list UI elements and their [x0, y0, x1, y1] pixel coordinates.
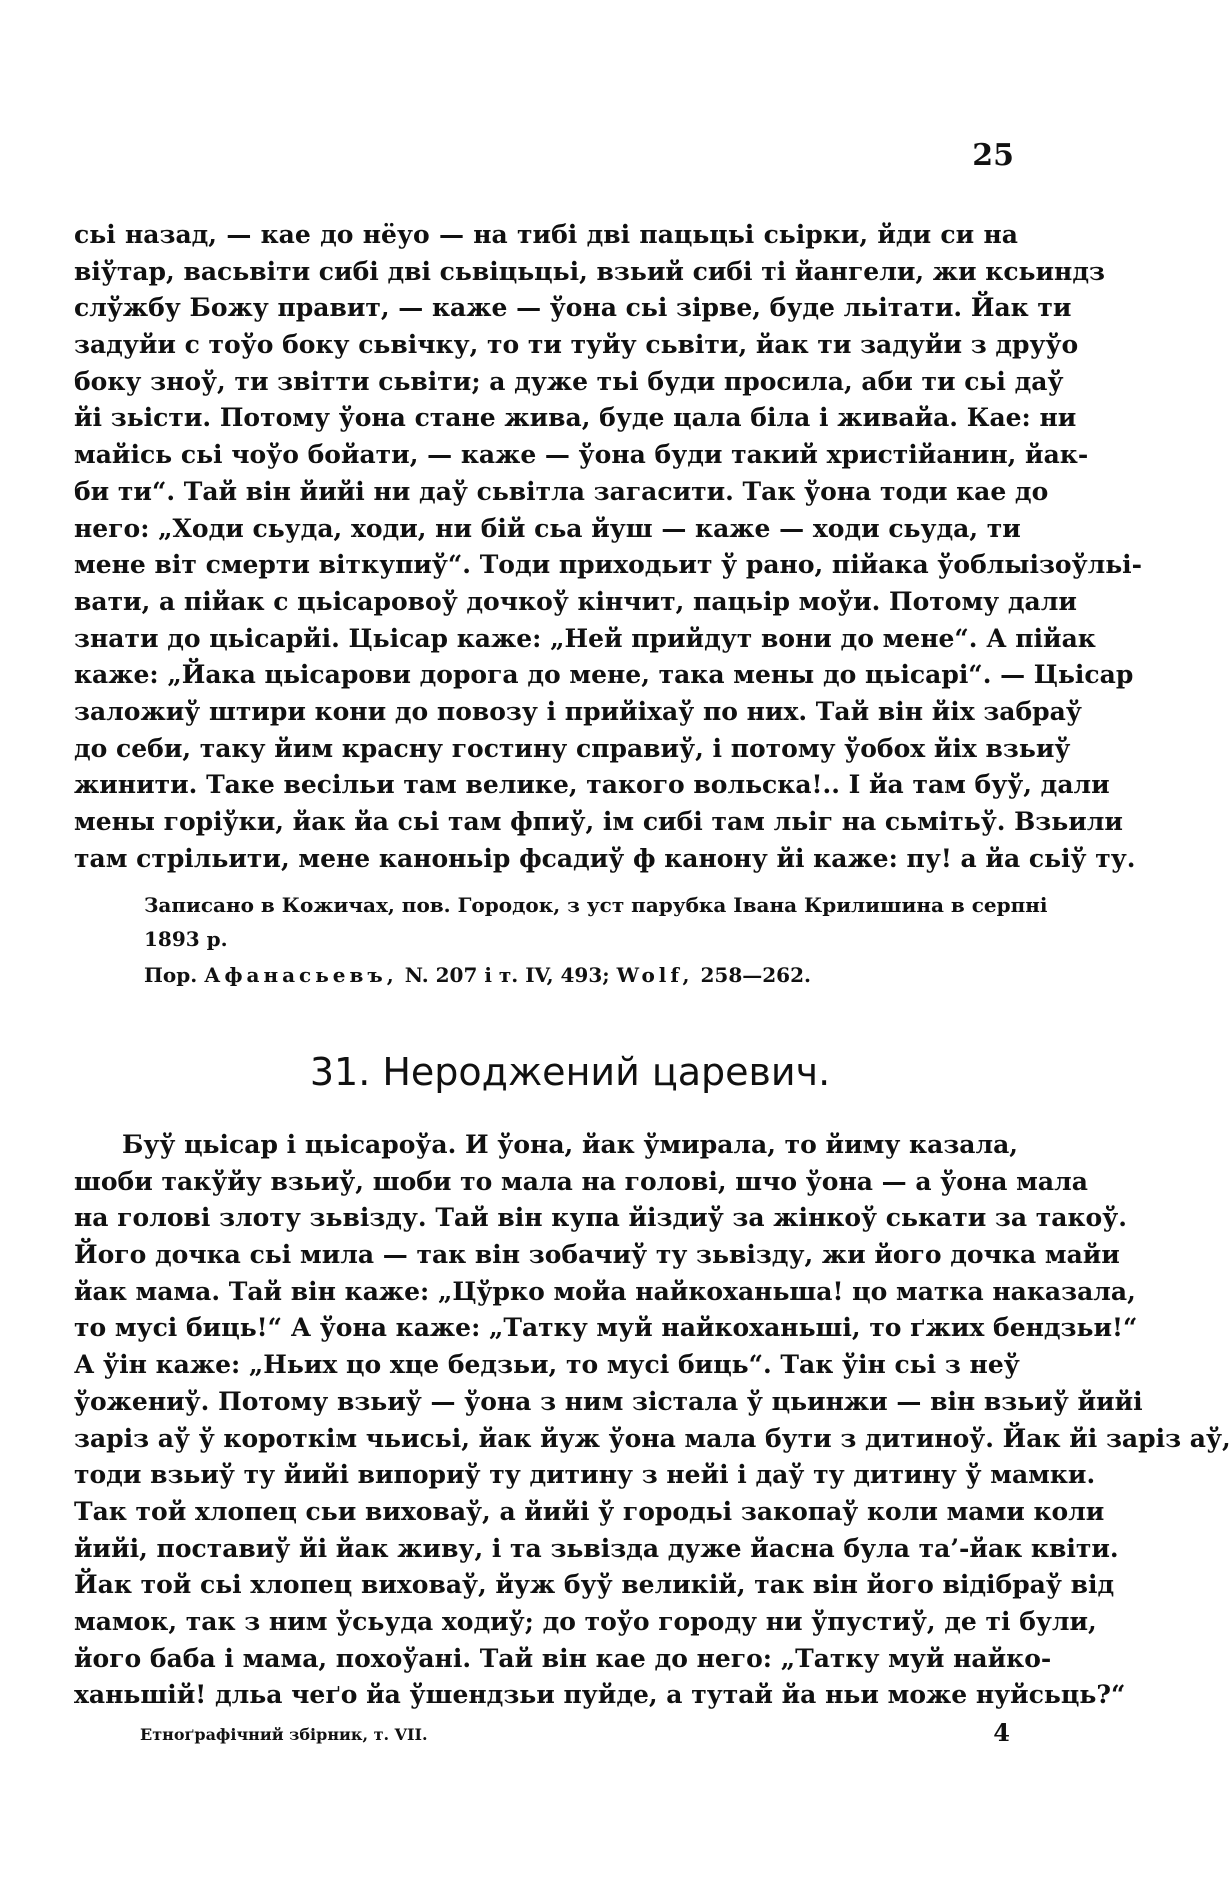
text-line: то мусі биць!“ А ўона каже: „Татку муй найкоханьші, то ґжих бендзьи!“ [74, 1313, 1138, 1343]
text-line: ўожениў. Потому взьиў — ўона з ним зістала ў цьинжи — він взьиў йийі [74, 1386, 1143, 1416]
text-line: заріз аў ў короткім чьисьі, йак йуж ўона мала бути з дитиноў. Йак йі заріз аў, [74, 1423, 1231, 1453]
text-line: слўжбу Божу правит, — каже — ўона сьі зірве, буде льітати. Йак ти [74, 293, 1072, 323]
text-line: шоби такўйу взьиў, шоби то мала на голові, шчо ўона — а ўона мала [74, 1166, 1088, 1196]
footer-title: Етноґрафічний збірник, т. VII. [140, 1725, 428, 1744]
text-line: знати до цьісарйі. Цьісар каже: „Ней прийдут вони до мене“. А пійак [74, 623, 1096, 653]
page-number: 25 [972, 138, 1014, 173]
text-line: ханьшій! дльа чеґо йа ўшендзьи пуйде, а тутай йа ньи може нуйсьць?“ [74, 1680, 1126, 1710]
text-line: майісь сьі чоўо бойати, — каже — ўона буди такий христійанин, йак- [74, 440, 1089, 470]
text-line: його баба і мама, похоўані. Тай він кае до него: „Татку муй найко- [74, 1643, 1052, 1673]
text-line: мене віт смерти віткупиў“. Тоди приходьит ў рано, пійака ўоблыізоўльі- [74, 550, 1143, 580]
comparison-note [144, 963, 811, 987]
text-line: йі зьісти. Потому ўона стане жива, буде цала біла і живайа. Кае: ни [74, 403, 1077, 433]
text-line: йак мама. Тай він каже: „Цўрко мойа найкоханьша! цо матка наказала, [74, 1276, 1136, 1306]
comparison-author-2: Wolf, [616, 963, 694, 987]
text-line: 1893 р. [144, 927, 228, 951]
text-line: віўтар, васьвіти сибі дві сьвіцьцьі, взьий сибі ті йангели, жи ксьиндз [74, 256, 1105, 286]
text-line: би ти“. Тай він йийі ни даў сьвітла загасити. Так ўона тоди кае до [74, 476, 1049, 506]
comparison-ref-2: 258—262. [700, 963, 811, 987]
text-line: сьі назад, — кае до нёуо — на тибі дві пацьцьі сьірки, йди си на [74, 220, 1018, 249]
text-line: задуйи с тоўо боку сьвічку, то ти туйу сьвіти, йак ти задуйи з друўо [74, 330, 1079, 360]
text-line: йийі, поставиў йі йак живу, і та зьвізда дуже йасна була та’-йак квіти. [74, 1533, 1119, 1563]
comparison-author: Афанасьевъ, [204, 963, 398, 987]
comparison-ref-1: N. 207 і т. IV, 493; [404, 963, 610, 987]
paragraph-1 [74, 217, 1143, 877]
text-line: жинити. Таке весільи там велике, такого вольска!.. І йа там буў, дали [74, 770, 1110, 800]
text-line: Записано в Кожичах, пов. Городок, з уст парубка Івана Крилишина в серпні [144, 893, 1048, 917]
text-line: до себи, таку йим красну гостину справиў, і потому ўобох йіх взьиў [74, 733, 1071, 763]
text-line: Йак той сьі хлопец виховаў, йуж буў великій, так він його відібраў від [74, 1570, 1115, 1600]
chapter-title: 31. Нероджений царевич. [309, 1050, 831, 1094]
text-line: Так той хлопец сьи виховаў, а йийі ў городьі закопаў коли мами коли [74, 1496, 1105, 1526]
source-note [144, 888, 1048, 956]
text-line: на голові злоту зьвізду. Тай він купа йіздиў за жінкоў ськати за такоў. [74, 1203, 1127, 1233]
footer-signature: 4 [993, 1718, 1010, 1747]
text-line: там стрільити, мене каноньір фсадиў ф канону йі каже: пу! а йа сьіў ту. [74, 843, 1136, 873]
comparison-prefix: Пор. [144, 963, 198, 987]
text-line: каже: „Йака цьісарови дорога до мене, така мены до цьісарі“. — Цьісар [74, 660, 1134, 690]
text-line: Його дочка сьі мила — так він зобачиў ту зьвізду, жи його дочка майи [74, 1240, 1120, 1270]
text-line: мены горіўки, йак йа сьі там фпиў, ім сибі там льіг на сьмітьў. Взьили [74, 807, 1123, 836]
text-line: А ўін каже: „Ньих цо хце бедзьи, то мусі биць“. Так ўін сьі з неў [74, 1350, 1020, 1380]
paragraph-2 [74, 1127, 1231, 1714]
text-line: тоди взьиў ту йийі випориў ту дитину з нейі і даў ту дитину ў мамки. [74, 1460, 1096, 1490]
text-line: мамок, так з ним ўсьуда ходиў; до тоўо городу ни ўпустиў, де ті були, [74, 1606, 1097, 1636]
text-line: Буў цьісар і цьісароўа. И ўона, йак ўмирала, то йиму казала, [122, 1130, 1018, 1159]
text-line: вати, а пійак с цьісаровоў дочкоў кінчит, пацьір моўи. Потому дали [74, 586, 1077, 616]
text-line: заложиў штири кони до повозу і прийіхаў по них. Тай він йіх забраў [74, 696, 1082, 726]
text-line: боку зноў, ти звітти сьвіти; а дуже тьі буди просила, аби ти сьі даў [74, 366, 1064, 396]
text-line: него: „Ходи сьуда, ходи, ни бій сьа йуш — каже — ходи сьуда, ти [74, 513, 1021, 543]
